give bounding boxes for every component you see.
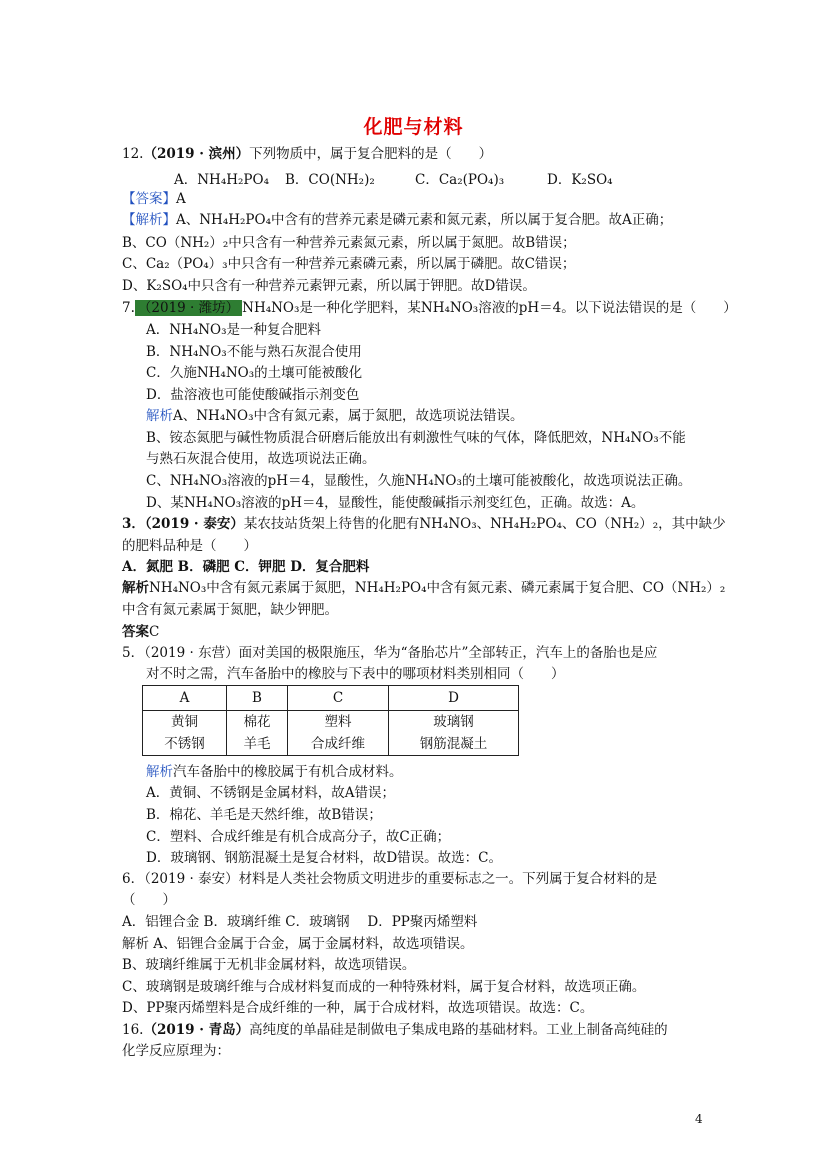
q6-stem-line2: （ ） [122,892,176,908]
table-header-b: B [227,686,288,711]
q5-analysis-text: 汽车备胎中的橡胶属于有机合成材料。 [173,764,403,780]
q7-question: NH₄NO₃是一种化学肥料，某NH₄NO₃溶液的pH＝4。以下说法错误的是（ ） [242,300,737,316]
q5-analysis-a: A．黄铜、不锈钢是金属材料，故A错误； [146,785,395,801]
q7-analysis-c: C、NH₄NO₃溶液的pH＝4，显酸性，久施NH₄NO₃的土壤可能被酸化，故选项说法正确。 [146,473,692,489]
table-cell: 钢筋混凝土 [389,733,519,756]
table-row [143,711,519,734]
table-cell: 塑料 [288,711,389,734]
q12-source: （2019 · 滨州） [143,146,250,162]
q5-analysis-intro [146,762,403,782]
q7-number: 7. [122,300,135,316]
q16-question: 高纯度的单晶硅是制做电子集成电路的基础材料。工业上制备高纯硅的 [249,1022,668,1038]
q5-analysis-b: B．棉花、羊毛是天然纤维，故B错误； [146,807,382,823]
table-cell: 黄铜 [143,711,227,734]
page-number: 4 [695,1112,703,1126]
q3-question: 某农技站货架上待售的化肥有NH₄NO₃、NH₄H₂PO₄、CO（NH₂）₂，其中缺少 [243,516,726,532]
q12-option-c: C．Ca₂(PO₄)₃ [415,172,505,188]
q3-options: A．氮肥 B．磷肥 C．钾肥 D．复合肥料 [122,559,370,575]
q12-analysis-label: 【解析】 [122,212,176,228]
table-cell: 不锈钢 [143,733,227,756]
q7-stem [122,298,737,318]
q3-analysis-line1 [122,578,725,598]
q16-number: 16. [122,1022,144,1038]
q7-option-d: D．盐溶液也可能使酸碱指示剂变色 [146,387,360,403]
q7-analysis-b2: 与熟石灰混合使用，故选项说法正确。 [146,451,376,467]
q12-analysis-d: D、K₂SO₄中只含有一种营养元素钾元素，所以属于钾肥。故D错误。 [122,278,536,294]
q7-analysis-d: D、某NH₄NO₃溶液的pH＝4，显酸性，能使酸碱指示剂变红色，正确。故选：A。 [146,495,645,511]
q12-analysis-b: B、CO（NH₂）₂中只含有一种营养元素氮元素，所以属于氮肥。故B错误； [122,235,576,251]
q12-option-a: A．NH₄H₂PO₄ [174,172,269,188]
table-header-d: D [389,686,519,711]
q3-answer-label: 答案 [122,624,149,640]
q5-analysis-label: 解析 [146,764,173,780]
q6-analysis-c: C、玻璃钢是玻璃纤维与合成材料复而成的一种特殊材料，属于复合材料，故选项正确。 [122,979,646,995]
q3-stem-line2: 的肥料品种是（ ） [122,538,257,554]
q6-stem-line1: 6．（2019 · 泰安）材料是人类社会物质文明进步的重要标志之一。下列属于复合材料的是 [122,871,658,887]
q5-material-table [142,685,519,756]
q16-source: （2019 · 青岛） [143,1022,250,1038]
q7-analysis-text-a: A、NH₄NO₃中含有氮元素，属于氮肥，故选项说法错误。 [173,408,524,424]
table-row [143,733,519,756]
q12-analysis-text-a: A、NH₄H₂PO₄中含有的营养元素是磷元素和氮元素，所以属于复合肥。故A正确； [176,212,673,228]
table-header-c: C [288,686,389,711]
q6-options: A．铝锂合金 B．玻璃纤维 C．玻璃钢 D．PP聚丙烯塑料 [122,914,478,930]
q12-answer-value: A [176,191,186,207]
q7-option-a: A．NH₄NO₃是一种复合肥料 [146,322,322,338]
table-cell: 合成纤维 [288,733,389,756]
q12-analysis-c: C、Ca₂（PO₄）₃中只含有一种营养元素磷元素，所以属于磷肥。故C错误； [122,256,576,272]
q5-stem-line1: 5．（2019 · 东营）面对美国的极限施压，华为“备胎芯片”全部转正，汽车上的备胎也是应 [122,645,658,661]
table-cell: 羊毛 [227,733,288,756]
table-header-a: A [143,686,227,711]
q12-answer-label: 【答案】 [122,191,176,207]
q3-source: 3．（2019 · 泰安） [122,516,244,532]
q12-number: 12. [122,146,144,162]
q3-stem-line1 [122,514,726,534]
q12-option-b: B．CO(NH₂)₂ [285,172,375,188]
q12-stem [122,144,492,164]
q12-answer [122,189,186,209]
q6-analysis-b: B、玻璃纤维属于无机非金属材料，故选项错误。 [122,957,416,973]
q16-stem-line2: 化学反应原理为： [122,1043,230,1059]
q5-analysis-c: C．塑料、合成纤维是有机合成高分子，故C正确； [146,829,451,845]
q3-answer [122,622,159,642]
q3-analysis-text: NH₄NO₃中含有氮元素属于氮肥，NH₄H₂PO₄中含有氮元素、磷元素属于复合肥、CO（NH₂）₂ [149,580,726,596]
q3-analysis-line2: 中含有氮元素属于氮肥，缺少钾肥。 [122,602,338,618]
table-cell: 玻璃钢 [389,711,519,734]
q6-analysis-a: 解析 A、铝锂合金属于合金，属于金属材料，故选项错误。 [122,936,474,952]
table-header-row [143,686,519,711]
q7-option-b: B．NH₄NO₃不能与熟石灰混合使用 [146,344,362,360]
q3-analysis-label: 解析 [122,580,149,596]
q12-analysis-a [122,210,672,230]
q16-stem-line1 [122,1020,668,1040]
q3-answer-value: C [149,624,160,640]
q7-source-highlight: （2019 · 潍坊） [135,300,242,316]
q7-analysis-a [146,406,524,426]
q6-analysis-d: D、PP聚丙烯塑料是合成纤维的一种，属于合成材料，故选项错误。故选：C。 [122,1000,594,1016]
table-cell: 棉花 [227,711,288,734]
q7-option-c: C．久施NH₄NO₃的土壤可能被酸化 [146,365,363,381]
q7-analysis-b1: B、铵态氮肥与碱性物质混合研磨后能放出有刺激性气味的气体，降低肥效，NH₄NO₃不能 [146,430,686,446]
q7-analysis-label: 解析 [146,408,173,424]
q12-question: 下列物质中，属于复合肥料的是（ ） [249,146,493,162]
q12-option-d: D．K₂SO₄ [547,172,613,188]
q5-analysis-d: D．玻璃钢、钢筋混凝土是复合材料，故D错误。故选：C。 [146,850,502,866]
q5-stem-line2: 对不时之需，汽车备胎中的橡胶与下表中的哪项材料类别相同（ ） [146,666,565,682]
page-title: 化肥与材料 [363,116,464,138]
